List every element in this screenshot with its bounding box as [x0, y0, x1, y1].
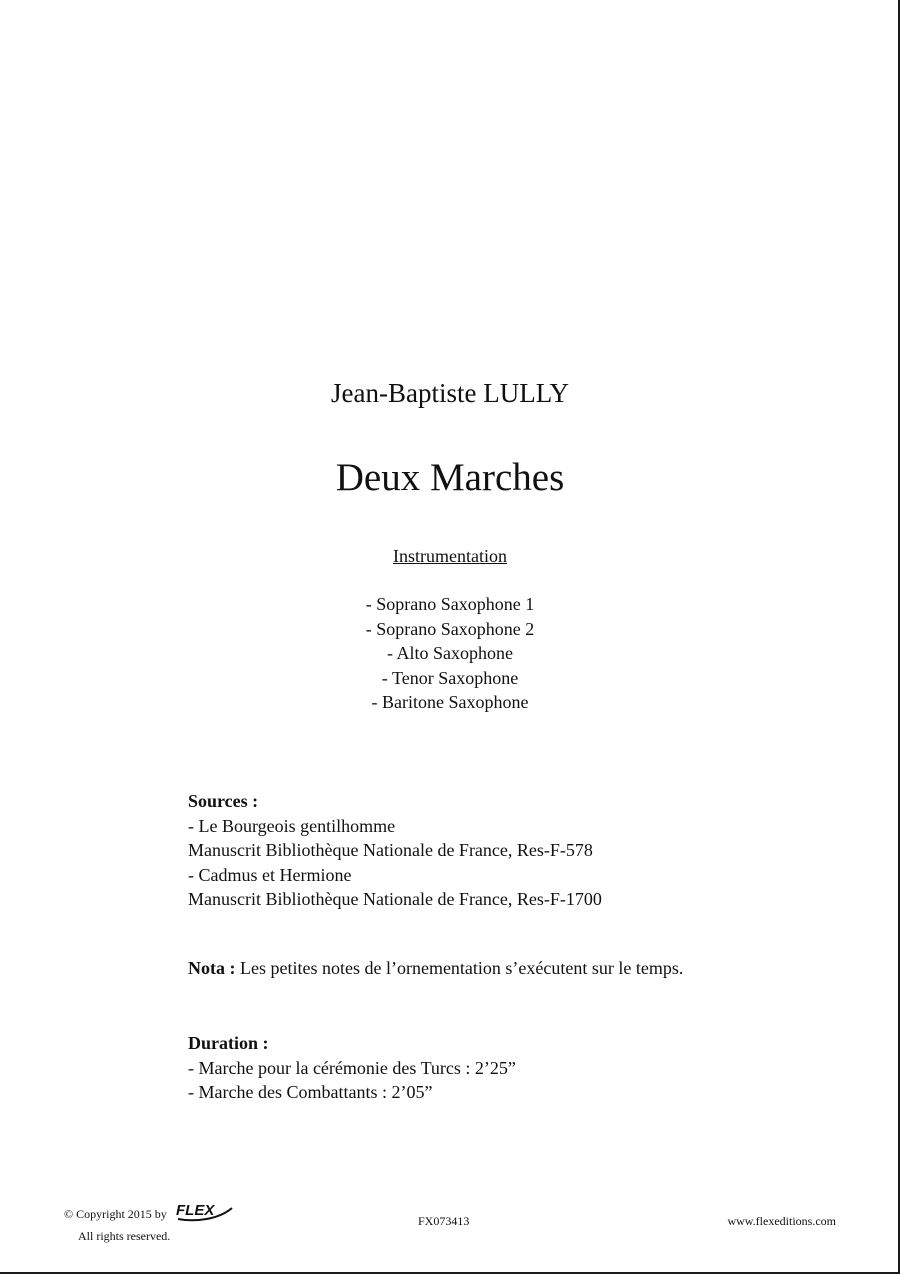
instrument-item: - Soprano Saxophone 1 [365, 594, 535, 614]
source-line: Manuscrit Bibliothèque Nationale de France, Res-F-1700 [188, 889, 602, 909]
nota-section [188, 956, 868, 981]
rights-text: All rights reserved. [78, 1229, 171, 1243]
flex-logo-text: FLEX [175, 1202, 215, 1219]
website-url: www.flexeditions.com [727, 1214, 836, 1228]
instrument-item: - Tenor Saxophone [381, 667, 519, 688]
duration-line: - Marche pour la cérémonie des Turcs : 2’25” [188, 1057, 516, 1078]
catalog-number: FX073413 [418, 1214, 470, 1228]
duration-section [188, 1031, 868, 1105]
nota-heading: Nota : [188, 958, 236, 978]
instrument-item: - Soprano Saxophone 2 [365, 618, 535, 639]
nota-text: Les petites notes de l’ornementation s’exécutent sur le temps. [240, 958, 684, 978]
copyright-text: © Copyright 2015 by [64, 1206, 167, 1221]
sources-heading: Sources : [188, 791, 259, 811]
source-line: - Cadmus et Hermione [188, 864, 352, 885]
instrument-item: - Baritone Saxophone [371, 692, 529, 712]
duration-heading: Duration : [188, 1033, 269, 1053]
copyright-notice [64, 1202, 236, 1244]
instrumentation-list [0, 592, 900, 715]
instrument-item: - Alto Saxophone [387, 643, 513, 663]
flex-logo [174, 1200, 236, 1226]
sources-section [188, 789, 868, 912]
source-line: Manuscrit Bibliothèque Nationale de France, Res-F-578 [188, 840, 593, 860]
composer-name: Jean-Baptiste LULLY [331, 378, 569, 408]
instrumentation-heading: Instrumentation [393, 546, 507, 566]
work-title: Deux Marches [335, 456, 565, 499]
duration-line: - Marche des Combattants : 2’05” [188, 1082, 433, 1102]
source-line: - Le Bourgeois gentilhomme [188, 815, 396, 836]
